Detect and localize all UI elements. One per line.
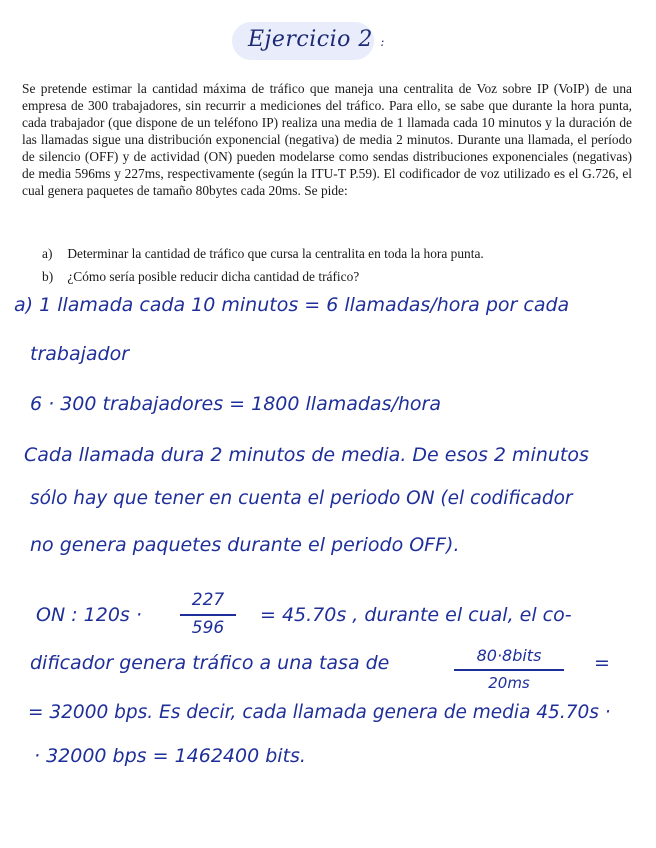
question-a-text: Determinar la cantidad de tráfico que cursa la centralita en toda la hora punta.	[67, 246, 484, 261]
fraction-on-denominator: 596	[191, 618, 225, 638]
exercise-title	[248, 27, 385, 52]
fraction-rate-bar	[454, 669, 564, 671]
exercise-title-marker: :	[380, 35, 385, 49]
answer-line-7-start: ON : 120s ·	[36, 604, 142, 626]
answer-line-6: no genera paquetes durante el periodo OFF).	[30, 534, 460, 556]
question-a-marker: a)	[42, 246, 53, 261]
answer-line-5: sólo hay que tener en cuenta el periodo ON (el codificador	[30, 488, 573, 509]
answer-line-8-start: dificador genera tráfico a una tasa de	[30, 652, 390, 674]
answer-line-4: Cada llamada dura 2 minutos de media. De esos 2 minutos	[24, 444, 589, 466]
fraction-on-bar	[180, 614, 236, 616]
answer-line-1: a) 1 llamada cada 10 minutos = 6 llamadas/hora por cada	[14, 294, 570, 316]
question-b	[42, 268, 359, 285]
question-b-marker: b)	[42, 269, 54, 284]
question-b-text: ¿Cómo sería posible reducir dicha cantidad de tráfico?	[67, 269, 360, 284]
question-a	[42, 245, 484, 262]
answer-line-7-end: = 45.70s , durante el cual, el co-	[260, 604, 572, 626]
answer-line-8-end: =	[594, 652, 610, 674]
answer-line-3: 6 · 300 trabajadores = 1800 llamadas/hora	[30, 393, 441, 415]
fraction-on-numerator: 227	[191, 590, 225, 610]
answer-line-2: trabajador	[30, 343, 130, 365]
problem-statement: Se pretende estimar la cantidad máxima de tráfico que maneja una centralita de Voz sobre IP (VoIP) de una empresa de 300 trabajadores, sin recurrir a mediciones del tráfico. Para ello, se sabe que durante la hora punta, cada trabajador (que dispone de un teléfono IP) realiza una media de 1 llamada cada 10 minutos y la duración de las llamadas sigue una distribución exponencial (negativa) de media 2 minutos. Durante una llamada, el período de silencio (OFF) y de actividad (ON) pueden modelarse como sendas distribuciones exponenciales (negativas) de media 596ms y 227ms, respectivamente (según la ITU-T P.59). El codificador de voz utilizado es el G.726, el cual genera paquetes de tamaño 80bytes cada 20ms. Se pide:	[22, 81, 632, 198]
exercise-title-text: Ejercicio 2	[248, 27, 373, 52]
fraction-rate-denominator: 20ms	[488, 674, 530, 692]
answer-line-10: · 32000 bps = 1462400 bits.	[34, 745, 306, 767]
fraction-rate-numerator: 80·8bits	[476, 646, 542, 665]
answer-line-9: = 32000 bps. Es decir, cada llamada genera de media 45.70s ·	[28, 702, 611, 723]
